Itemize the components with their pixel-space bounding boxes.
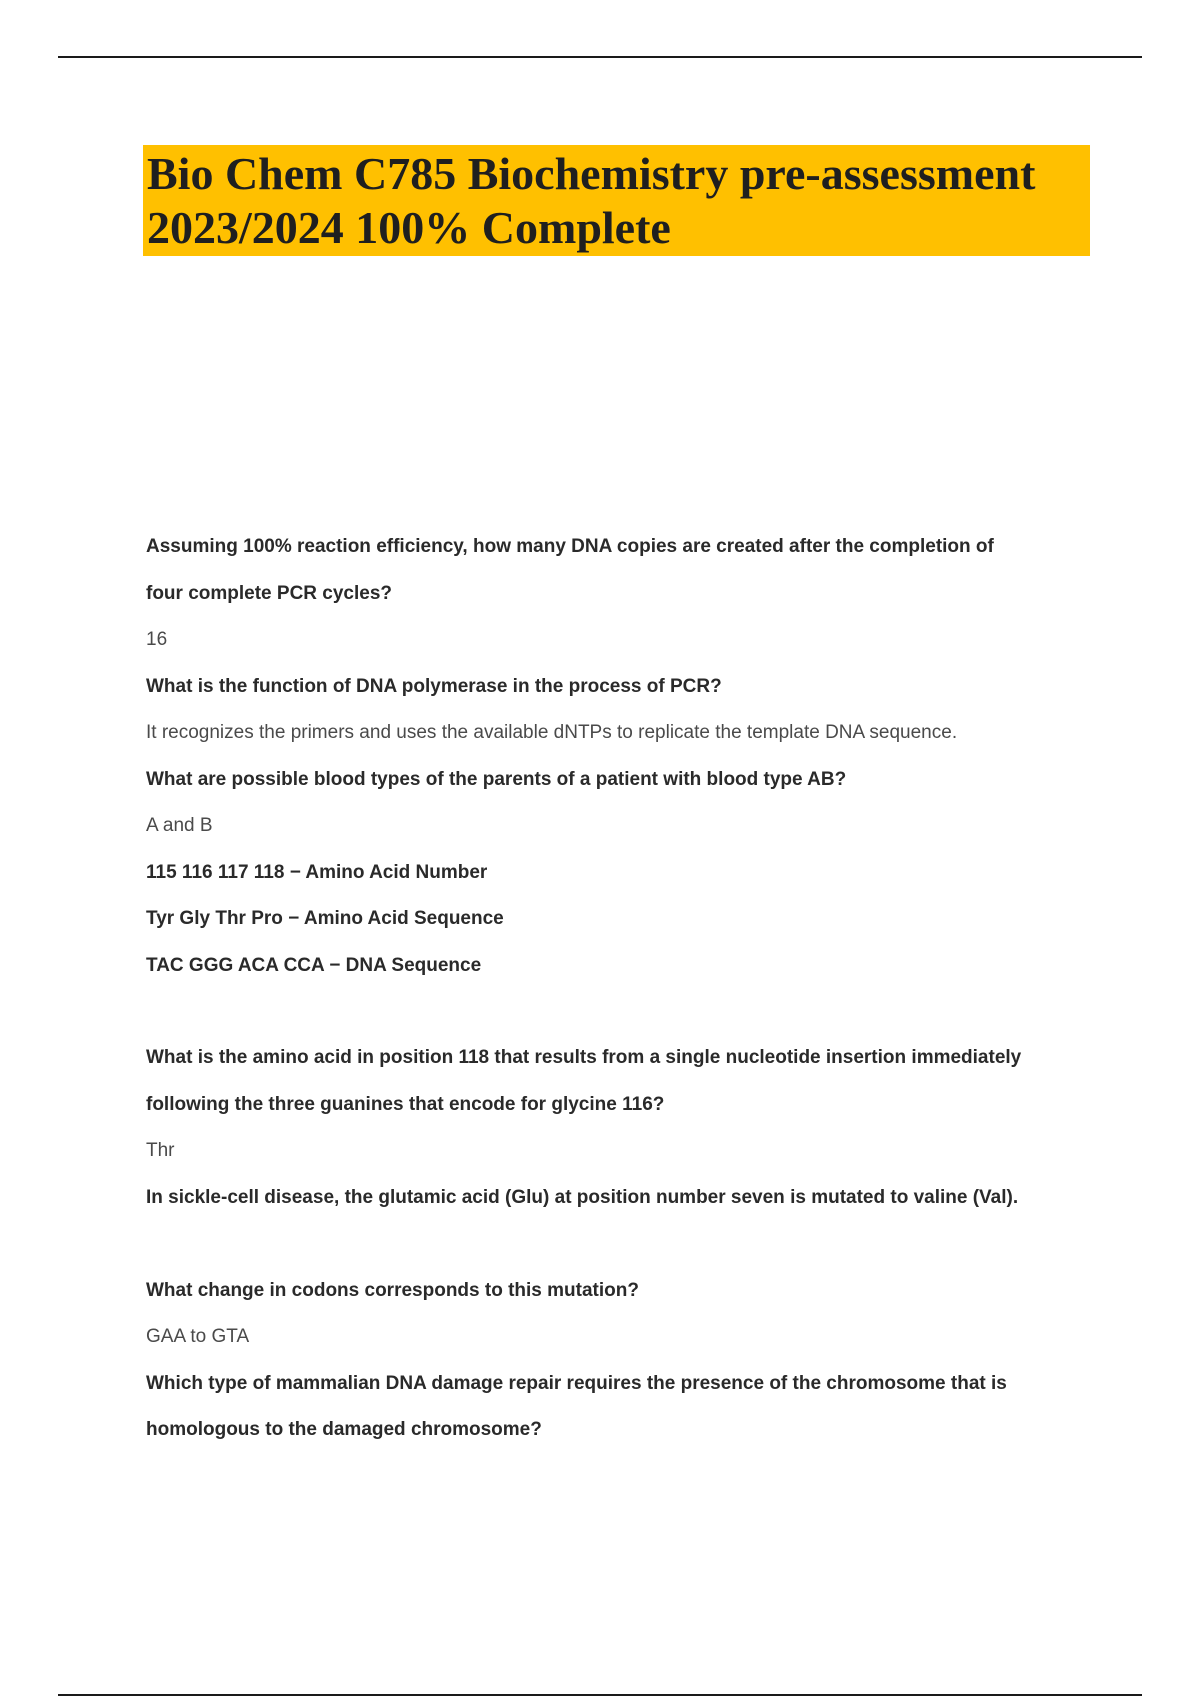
answer-line: Thr — [146, 1140, 175, 1161]
bottom-rule — [58, 1694, 1142, 1696]
question-line: Assuming 100% reaction efficiency, how many DNA copies are created after the completion of — [146, 536, 994, 557]
question-line: What is the amino acid in position 118 that results from a single nucleotide insertion immediately — [146, 1047, 1022, 1068]
answer-line: GAA to GTA — [146, 1326, 250, 1347]
question-line: four complete PCR cycles? — [146, 583, 393, 604]
top-rule — [58, 56, 1142, 58]
question-line: Which type of mammalian DNA damage repair requires the presence of the chromosome that is — [146, 1373, 1007, 1394]
question-line: What change in codons corresponds to this mutation? — [146, 1280, 639, 1301]
title-line-2: 2023/2024 100% Complete — [147, 202, 671, 253]
question-line: Tyr Gly Thr Pro − Amino Acid Sequence — [146, 908, 504, 929]
question-line: What is the function of DNA polymerase in the process of PCR? — [146, 676, 722, 697]
answer-line: 16 — [146, 629, 168, 650]
document-title — [143, 145, 1090, 256]
answer-line: A and B — [146, 815, 213, 836]
question-line: What are possible blood types of the parents of a patient with blood type AB? — [146, 769, 847, 790]
question-line: In sickle-cell disease, the glutamic acid (Glu) at position number seven is mutated to valine (Val). — [146, 1187, 1019, 1208]
title-line-1: Bio Chem C785 Biochemistry pre-assessment — [147, 148, 1036, 199]
question-line: homologous to the damaged chromosome? — [146, 1419, 542, 1440]
question-line: TAC GGG ACA CCA − DNA Sequence — [146, 955, 482, 976]
answer-line: It recognizes the primers and uses the available dNTPs to replicate the template DNA sequence. — [146, 722, 958, 743]
question-line: 115 116 117 118 − Amino Acid Number — [146, 862, 488, 883]
question-line: following the three guanines that encode for glycine 116? — [146, 1094, 665, 1115]
